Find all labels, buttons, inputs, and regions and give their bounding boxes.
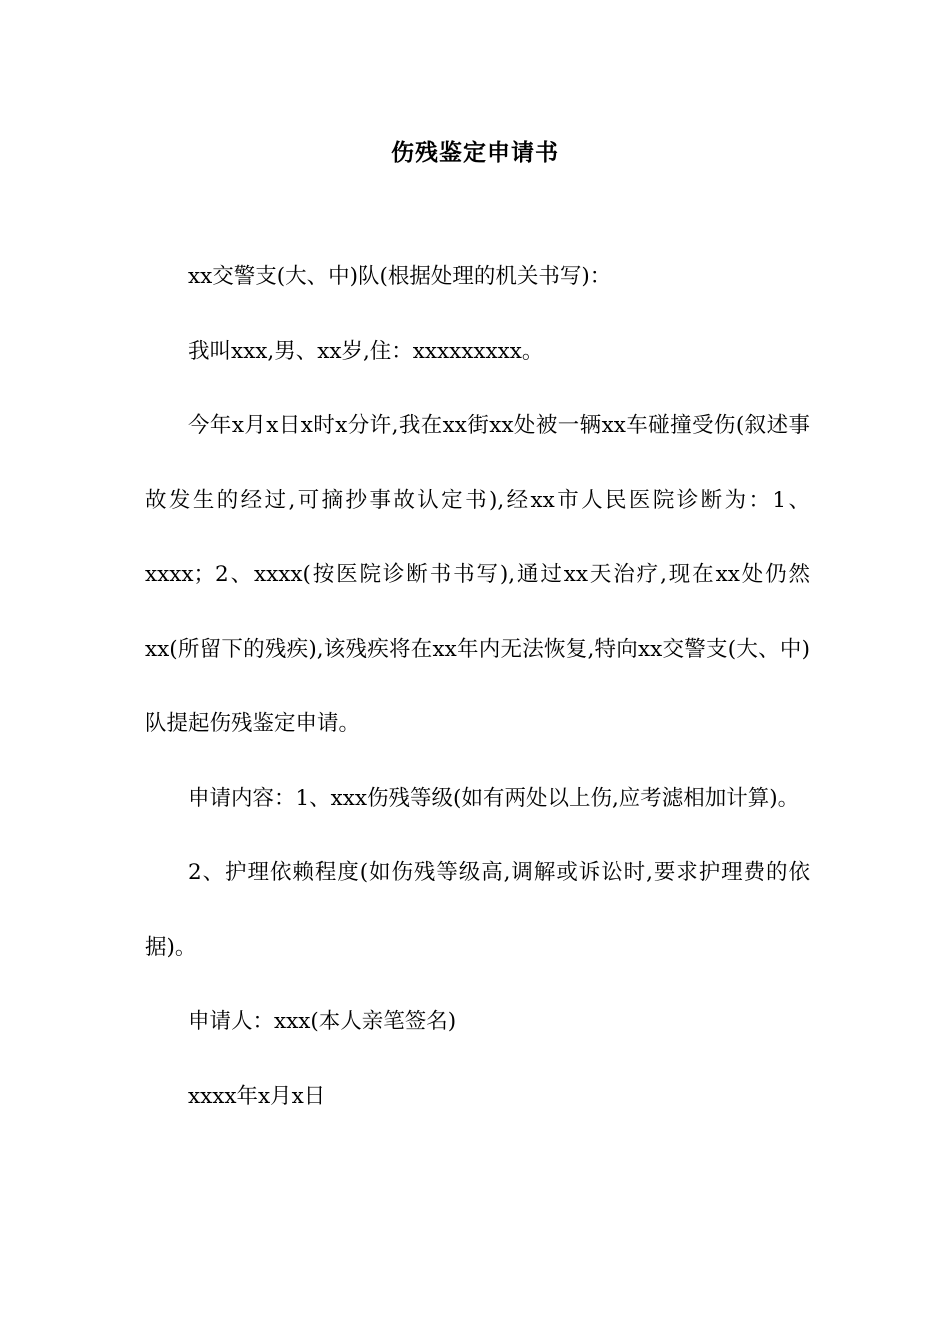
document-body (145, 240, 810, 1134)
document-date: xxxx年x月x日 (188, 1083, 326, 1109)
nursing-dependency-paragraph: 2、护理依赖程度(如伤残等级高,调解或诉讼时,要求护理费的依据)。 (145, 860, 810, 960)
request-content-paragraph: 申请内容：1、xxx伤残等级(如有两处以上伤,应考滤相加计算)。 (188, 785, 800, 811)
applicant-intro-paragraph: 我叫xxx,男、xx岁,住：xxxxxxxxx。 (188, 338, 544, 364)
document-title: 伤残鉴定申请书 (391, 140, 559, 166)
accident-description-paragraph: 今年x月x日x时x分许,我在xx街xx处被一辆xx车碰撞受伤(叙述事故发生的经过,可摘抄事故认定书),经xx市人民医院诊断为：1、xxxx；2、xxxx(按医院诊断书书写),通过xx天治疗,现在xx处仍然xx(所留下的残疾),该残疾将在xx年内无法恢复,特向xx交警支(大、中)队提起伤残鉴定申请。 (145, 413, 810, 736)
applicant-signature: 申请人：xxx(本人亲笔签名) (188, 1009, 457, 1034)
addressee-paragraph: xx交警支(大、中)队(根据处理的机关书写)： (188, 264, 612, 289)
